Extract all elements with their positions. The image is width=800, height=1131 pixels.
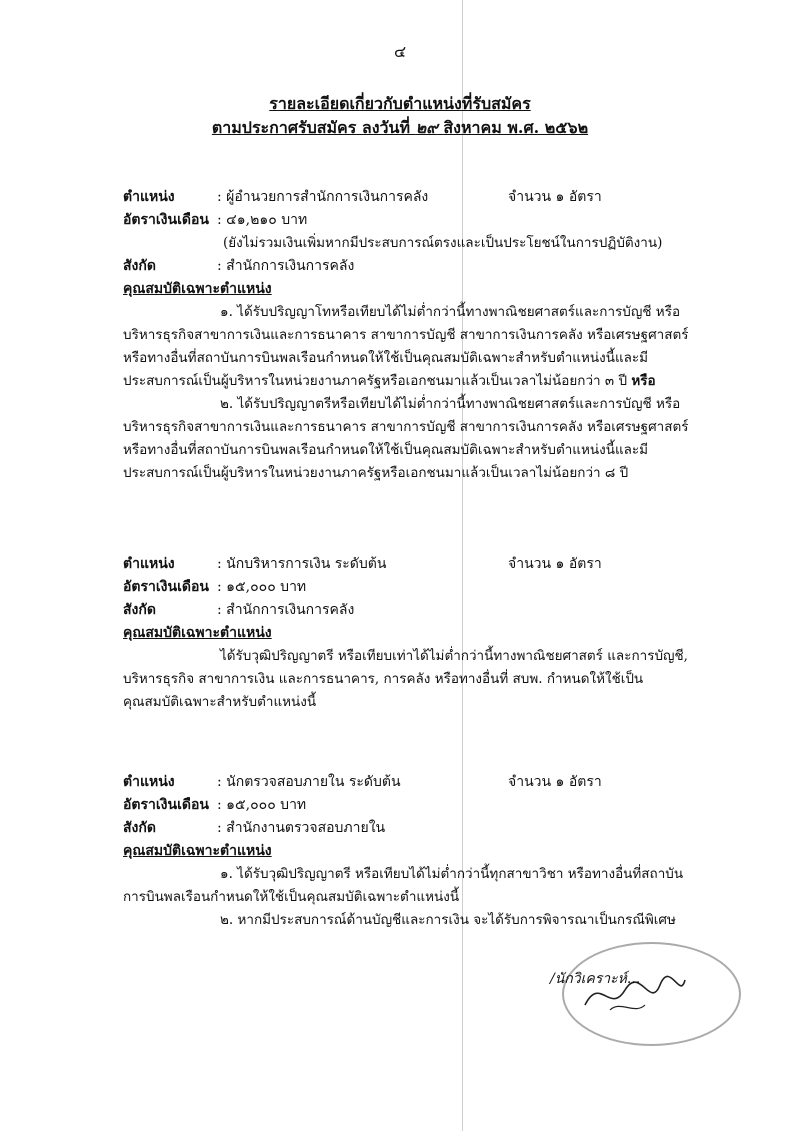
qualification-line: หรือทางอื่นที่สถาบันการบินพลเรือนกำหนดให้ใช้เป็นคุณสมบัติเฉพาะสำหรับตำแหน่งนี้และมี (123, 442, 649, 458)
salary-note: (ยังไม่รวมเงินเพิ่มหากมีประสบการณ์ตรงและเป็นประโยชน์ในการปฏิบัติงาน) (223, 235, 663, 251)
salary-value: : ๑๕,๐๐๐ บาท (217, 579, 307, 595)
qualification-1 (123, 301, 698, 393)
document-title: รายละเอียดเกี่ยวกับตำแหน่งที่รับสมัคร (269, 94, 531, 113)
qualifications-heading: คุณสมบัติเฉพาะตำแหน่ง (123, 281, 272, 297)
subtitle-prefix: ตามประกาศรับสมัคร ลงวันที่ (211, 118, 410, 137)
position-value: : ผู้อำนวยการสำนักการเงินการคลัง (217, 189, 429, 205)
qualification-line: คุณสมบัติเฉพาะสำหรับตำแหน่งนี้ (123, 694, 317, 710)
affiliation-label: สังกัด (123, 602, 156, 618)
qualifications-heading: คุณสมบัติเฉพาะตำแหน่ง (123, 625, 272, 641)
position-count: จำนวน ๑ อัตรา (508, 556, 602, 572)
position-value: : นักตรวจสอบภายใน ระดับต้น (217, 774, 401, 790)
qualification-line: บริหารธุรกิจสาขาการเงินและการธนาคาร สาขาการบัญชี สาขาการเงินการคลัง หรือเศรษฐศาสตร์ (123, 419, 689, 435)
signature-text: /นักวิเคราะห์... (550, 971, 641, 987)
salary-value: : ๔๑,๒๑๐ บาท (217, 212, 308, 228)
affiliation-label: สังกัด (123, 258, 156, 274)
position-label: ตำแหน่ง (123, 774, 175, 790)
salary-label: อัตราเงินเดือน (123, 579, 209, 595)
position-section-3 (123, 771, 698, 932)
qualification-line: บริหารธุรกิจสาขาการเงินและการธนาคาร สาขาการบัญชี สาขาการเงินการคลัง หรือเศรษฐศาสตร์ (123, 327, 689, 343)
qualifications-heading: คุณสมบัติเฉพาะตำแหน่ง (123, 843, 272, 859)
position-section-1 (123, 186, 698, 485)
qualification-2 (123, 393, 698, 485)
qualification-line-with-or (123, 370, 698, 393)
qualification-line: หรือทางอื่นที่สถาบันการบินพลเรือนกำหนดให้ใช้เป็นคุณสมบัติเฉพาะสำหรับตำแหน่งนี้และมี (123, 350, 649, 366)
position-value: : นักบริหารการเงิน ระดับต้น (217, 556, 387, 572)
affiliation-label: สังกัด (123, 820, 156, 836)
handwritten-day: ๒๙ (415, 118, 438, 137)
position-count: จำนวน ๑ อัตรา (508, 189, 602, 205)
affiliation-value: : สำนักการเงินการคลัง (217, 602, 355, 618)
qualification-line: ได้รับวุฒิปริญญาตรี หรือเทียบเท่าได้ไม่ต่ำกว่านี้ทางพาณิชยศาสตร์ และการบัญชี, (220, 648, 688, 664)
position-label: ตำแหน่ง (123, 556, 175, 572)
or-keyword: หรือ (631, 373, 656, 389)
qualification-line: ๒. หากมีประสบการณ์ด้านบัญชีและการเงิน จะได้รับการพิจารณาเป็นกรณีพิเศษ (220, 912, 676, 928)
position-section-2 (123, 553, 698, 714)
qualification-line: ๑. ได้รับปริญญาโทหรือเทียบได้ไม่ต่ำกว่านี้ทางพาณิชยศาสตร์และการบัญชี หรือ (220, 304, 681, 320)
salary-value: : ๑๕,๐๐๐ บาท (217, 797, 307, 813)
signature-block (540, 940, 750, 1070)
qualification-line: ๒. ได้รับปริญญาตรีหรือเทียบได้ไม่ต่ำกว่านี้ทางพาณิชยศาสตร์และการบัญชี หรือ (220, 396, 681, 412)
affiliation-value: : สำนักการเงินการคลัง (217, 258, 355, 274)
qualification-paragraph (123, 645, 698, 714)
qualification-1 (123, 863, 698, 909)
qualification-line: การบินพลเรือนกำหนดให้ใช้เป็นคุณสมบัติเฉพาะตำแหน่งนี้ (123, 889, 460, 905)
subtitle-suffix: สิงหาคม พ.ศ. ๒๕๖๒ (443, 118, 589, 137)
salary-label: อัตราเงินเดือน (123, 797, 209, 813)
qualification-line: ประสบการณ์เป็นผู้บริหารในหน่วยงานภาครัฐหรือเอกชนมาแล้วเป็นเวลาไม่น้อยกว่า ๘ ปี (123, 465, 629, 481)
affiliation-value: : สำนักงานตรวจสอบภายใน (217, 820, 386, 836)
position-label: ตำแหน่ง (123, 189, 175, 205)
page-number: ๔ (393, 42, 407, 61)
qualification-text: ประสบการณ์เป็นผู้บริหารในหน่วยงานภาครัฐหรือเอกชนมาแล้วเป็นเวลาไม่น้อยกว่า ๓ ปี (123, 373, 628, 389)
position-count: จำนวน ๑ อัตรา (508, 774, 602, 790)
salary-label: อัตราเงินเดือน (123, 212, 209, 228)
qualification-line: บริหารธุรกิจ สาขาการเงิน และการธนาคาร, การคลัง หรือทางอื่นที่ สบพ. กำหนดให้ใช้เป็น (123, 671, 644, 687)
qualification-line: ๑. ได้รับวุฒิปริญญาตรี หรือเทียบได้ไม่ต่ำกว่านี้ทุกสาขาวิชา หรือทางอื่นที่สถาบัน (220, 866, 684, 882)
document-subtitle (0, 116, 800, 141)
qualification-2 (123, 909, 698, 932)
